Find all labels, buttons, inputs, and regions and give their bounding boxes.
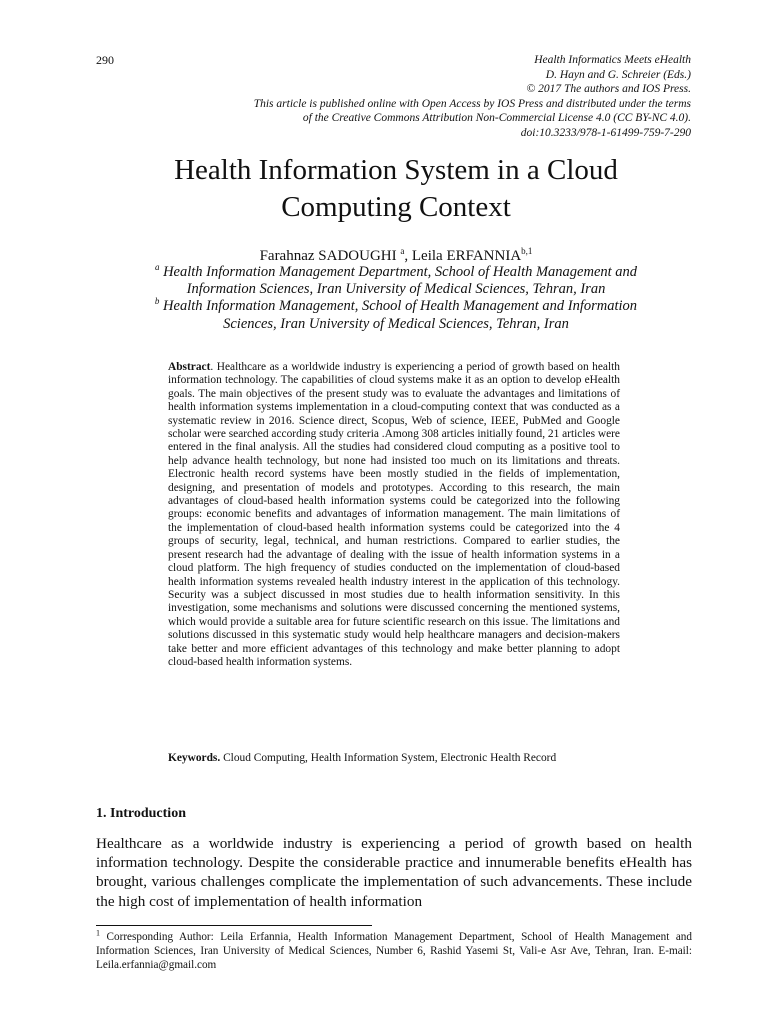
footnote-marker: 1 bbox=[96, 928, 100, 938]
header-line: © 2017 The authors and IOS Press. bbox=[526, 83, 691, 96]
abstract bbox=[168, 361, 620, 669]
affiliation-line: $^b$ Health Information Management, School of Health Management and Information bbox=[154, 296, 638, 315]
header-line: This article is published online with Open Access by IOS Press and distributed under the terms bbox=[253, 97, 691, 110]
keywords bbox=[168, 751, 620, 766]
author-name: Leila ERFANNIA bbox=[411, 248, 522, 264]
footnote-text: Corresponding Author: Leila Erfannia, Health Information Management Department, School of Health Management and Information Sciences, Iran University of Medical Sciences, Number 6, Rashid Yasemi St, Vali-e Asr Ave, Tehran, Iran. E-mail: Leila.erfannia@gmail.com bbox=[96, 931, 692, 971]
author-affiliation-marker: b,1 bbox=[521, 246, 533, 256]
header-line: Health Informatics Meets eHealth bbox=[534, 54, 691, 66]
affiliation-line: Information Sciences, Iran University of Medical Sciences, Tehran, Iran bbox=[186, 281, 606, 298]
affiliation-line: $^a$ Health Information Management Department, School of Health Management and bbox=[154, 262, 638, 280]
author-list bbox=[96, 248, 696, 265]
affiliations bbox=[96, 264, 696, 333]
header-line: D. Hayn and G. Schreier (Eds.) bbox=[545, 68, 691, 81]
keywords-label: Keywords. bbox=[168, 752, 221, 764]
footnote bbox=[96, 930, 692, 972]
keywords-text: Cloud Computing, Health Information System, Electronic Health Record bbox=[220, 752, 557, 764]
abstract-text: . Healthcare as a worldwide industry is experiencing a period of growth based on health information technology. The capabilities of cloud systems make it as an option to develop eHealth goals. The main objectives of the present study was to evaluate the advantages and limitations of health information systems implementation in a cloud-computing context that was conducted as a systematic review in 2016. Science direct, Scopus, Web of science, IEEE, PubMed and Google scholar were searched according study criteria .Among 308 articles initially found, 21 articles were entered in the final analysis. All the studies had considered cloud computing as a positive tool to help advance health technology, but none had insisted too much on its limitations and threats. Electronic health record systems have been mostly studied in the fields of implementation, designing, and presentation of models and prototypes. According to this research, the main advantages of cloud-based health information systems could be categorized into the following groups: economic benefits and advantages of information management. The main limitations of the implementation of cloud-based health information systems could be categorized into the 4 groups of security, legal, technical, and human restrictions. Compared to earlier studies, the present research had the advantage of dealing with the issue of health information systems in a cloud platform. The high frequency of studies conducted on the implementation of cloud-based health information systems revealed health industry interest in the application of this technology. Security was a subject discussed in most studies due to health information sensitivity. In this investigation, some mechanisms and solutions were discussed concerning the mentioned systems, which would provide a suitable area for future scientific research on this issue. The limitations and solutions discussed in this systematic study would help healthcare managers and decision-makers take better and more efficient advantages of this technology and make better planning to adopt cloud-based health information systems. bbox=[168, 361, 620, 668]
author-separator: , bbox=[404, 248, 412, 264]
section-heading: 1. Introduction bbox=[96, 806, 186, 821]
affiliation-marker: b bbox=[154, 296, 160, 307]
affiliation-marker: a bbox=[154, 262, 160, 273]
header-line: doi:10.3233/978-1-61499-759-7-290 bbox=[520, 126, 691, 139]
title-line: Computing Context bbox=[281, 191, 511, 223]
abstract-label: Abstract bbox=[168, 361, 211, 373]
header-line: of the Creative Commons Attribution Non-Commercial License 4.0 (CC BY-NC 4.0). bbox=[302, 112, 691, 125]
affiliation-line: Sciences, Iran University of Medical Sciences, Tehran, Iran bbox=[223, 315, 569, 332]
footnote-divider bbox=[96, 925, 372, 926]
author-name: Farahnaz SADOUGHI bbox=[259, 248, 397, 264]
page-number: 290 bbox=[96, 53, 114, 67]
title-line: Health Information System in a Cloud bbox=[174, 154, 618, 186]
author-affiliation-marker: a bbox=[400, 246, 405, 256]
intro-paragraph: Healthcare as a worldwide industry is experiencing a period of growth based on health information technology. Despite the considerable practice and innumerable benefits eHealth has brought, various challenges complicate the implementation of such advancements. These include the high cost of implementation of health information bbox=[96, 835, 692, 910]
paper-title bbox=[96, 152, 696, 226]
publication-header bbox=[131, 53, 691, 141]
